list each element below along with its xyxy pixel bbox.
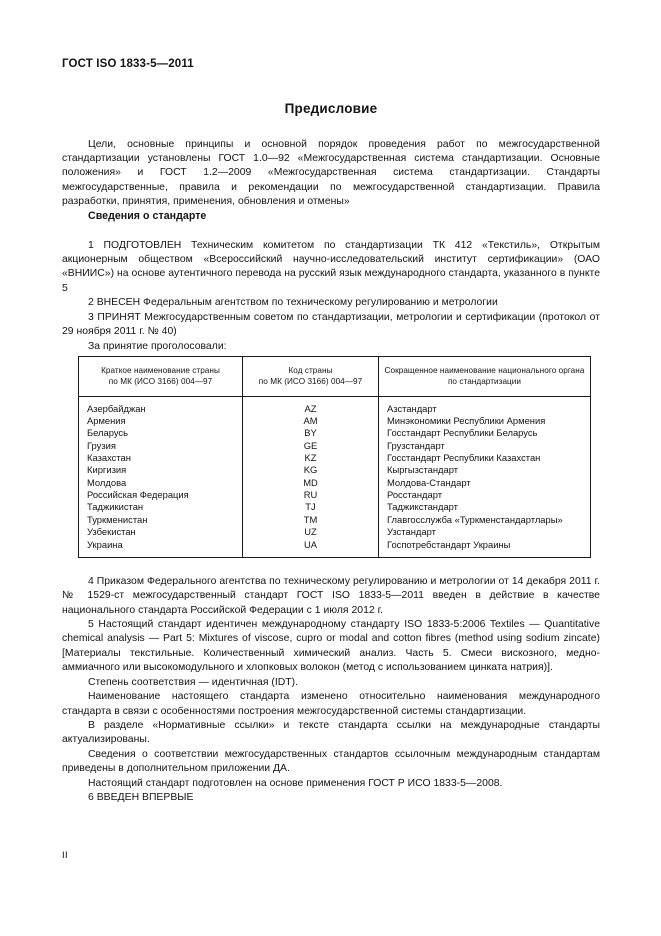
- country-list: [79, 397, 242, 557]
- standard-info-item-4: 4 Приказом Федерального агентства по техническому регулированию и метрологии от 14 декабря 2011 г. № 1529-ст межгосударственный стандарт ГОСТ ISO 1833-5—2011 введен в действие в качестве национального стандарта Российской Федерации с 1 июля 2012 г.: [62, 575, 600, 616]
- annex-reference-note: Сведения о соответствии межгосударственных стандартов ссылочным международным стандартам приведены в дополнительном приложении ДА.: [62, 748, 600, 775]
- standard-info-item-2: 2 ВНЕСЕН Федеральным агентством по техническому регулированию и метрологии: [88, 297, 498, 309]
- code-list-item: UA: [303, 538, 318, 550]
- standard-info-item-6: 6 ВВЕДЕН ВПЕРВЫЕ: [88, 791, 194, 803]
- body-list-item: Госстандарт Республики Казахстан: [387, 452, 541, 464]
- country-list-item: Узбекистан: [87, 526, 136, 538]
- code-list-item: KG: [303, 464, 318, 476]
- national-body-cell: [379, 396, 591, 557]
- column-header-country-line1: Краткое наименование страны: [101, 365, 220, 375]
- standard-info-heading: Сведения о стандарте: [88, 209, 207, 222]
- body-list-item: Госстандарт Республики Беларусь: [387, 427, 538, 439]
- code-list-item: AM: [303, 415, 318, 427]
- code-list-item: TJ: [305, 501, 316, 513]
- country-list-item: Казахстан: [87, 452, 131, 464]
- standard-info-item-5: 5 Настоящий стандарт идентичен международному стандарту ISO 1833-5:2006 Textiles — Quantitative chemical analysis — Part 5: Mixtures of viscose, cupro or modal and cotton fibres (method using sodium zincate) [Материалы текстильные. Количественный химический анализ. Часть 5. Смеси вискозного, медно-аммиачного или высокомодульного и хлопковых волокон (метод с использованием цинката натрия)].: [62, 619, 600, 674]
- body-list-item: Молдова-Стандарт: [387, 476, 471, 488]
- body-list-item: Кыргызстандарт: [387, 464, 459, 476]
- country-list-item: Беларусь: [87, 427, 129, 439]
- body-list-item: Грузстандарт: [387, 439, 445, 451]
- body-list-item: Узстандарт: [387, 526, 436, 538]
- column-header-code-line2: по МК (ИСО 3166) 004—97: [258, 377, 363, 387]
- code-list: [243, 397, 378, 557]
- code-list-item: RU: [303, 489, 318, 501]
- table-row: [79, 396, 591, 557]
- conformity-degree-text: Степень соответствия — идентичная (IDT).: [88, 676, 299, 688]
- code-list-item: MD: [303, 476, 318, 488]
- code-list-item: UZ: [304, 526, 317, 538]
- column-header-country: [79, 356, 243, 396]
- body-list-item: Таджикстандарт: [387, 501, 458, 513]
- country-list-item: Азербайджан: [87, 402, 146, 414]
- column-header-body-line1: Сокращенное наименование национального органа: [384, 365, 585, 375]
- code-list-item: KZ: [304, 452, 317, 464]
- country-list-item: Таджикистан: [87, 501, 144, 513]
- country-list-item: Молдова: [87, 476, 127, 488]
- vote-table: [78, 356, 591, 558]
- vote-table-wrapper: [62, 356, 600, 558]
- body-list-item: Главгосслужба «Туркменстандартлары»: [387, 513, 563, 525]
- country-list-item: Туркменистан: [87, 513, 148, 525]
- column-header-body: [379, 356, 591, 396]
- country-code-cell: [243, 396, 379, 557]
- body-list: [379, 397, 590, 557]
- column-header-body-line2: по стандартизации: [447, 377, 522, 387]
- page-title: Предисловие: [284, 100, 378, 116]
- vote-table-head: [79, 356, 591, 396]
- table-header-row: [79, 356, 591, 396]
- page-number: II: [62, 850, 68, 861]
- code-list-item: TM: [303, 513, 318, 525]
- based-on-note: Настоящий стандарт подготовлен на основе применения ГОСТ Р ИСО 1833-5—2008.: [88, 777, 503, 789]
- country-list-item: Российская Федерация: [87, 489, 189, 501]
- column-header-code-line1: Код страны: [288, 365, 333, 375]
- country-list-item: Киргизия: [87, 464, 127, 476]
- country-list-item: Украина: [87, 538, 123, 550]
- code-list-item: GE: [303, 439, 318, 451]
- standard-info-item-3: 3 ПРИНЯТ Межгосударственным советом по стандартизации, метрологии и сертификации (протокол от 29 ноября 2011 г. № 40): [62, 311, 600, 338]
- country-list-item: Грузия: [87, 439, 116, 451]
- foreword-intro-paragraph: Цели, основные принципы и основной порядок проведения работ по межгосударственной стандартизации установлены ГОСТ 1.0—92 «Межгосударственная система стандартизации. Основные положения» и ГОСТ 1.2—2009 «Межгосударственная система стандартизации. Стандарты межгосударственные, правила и рекомендации по межгосударственной стандартизации. Правила разработки, принятия, применения, обновления и отмены»: [62, 138, 600, 208]
- running-header: ГОСТ ISO 1833-5—2011: [62, 58, 194, 70]
- column-header-country-line2: по МК (ИСО 3166) 004—97: [108, 377, 213, 387]
- column-header-code: [243, 356, 379, 396]
- code-list-item: BY: [304, 427, 317, 439]
- country-name-cell: [79, 396, 243, 557]
- body-list-item: Госпотребстандарт Украины: [387, 538, 511, 550]
- body-list-item: Минэкономики Республики Армения: [387, 415, 546, 427]
- vote-table-body: [79, 396, 591, 557]
- page-content: [62, 58, 600, 805]
- country-list-item: Армения: [87, 415, 126, 427]
- body-list-item: Азстандарт: [387, 402, 437, 414]
- vote-intro-text: За принятие проголосовали:: [88, 340, 227, 352]
- normative-references-note: В разделе «Нормативные ссылки» и тексте стандарта ссылки на международные стандарты актуализированы.: [62, 719, 600, 746]
- code-list-item: AZ: [304, 402, 317, 414]
- standard-info-item-1: 1 ПОДГОТОВЛЕН Техническим комитетом по стандартизации ТК 412 «Текстиль», Открытым акционерным обществом «Всероссийский научно-исследовательский институт сертификации» (ОАО «ВНИИС») на основе аутентичного перевода на русский язык международного стандарта, указанного в пункте 5: [62, 239, 600, 294]
- body-list-item: Росстандарт: [387, 489, 442, 501]
- name-change-note: Наименование настоящего стандарта изменено относительно наименования международного стандарта в связи с особенностями построения межгосударственной системы стандартизации.: [62, 691, 600, 717]
